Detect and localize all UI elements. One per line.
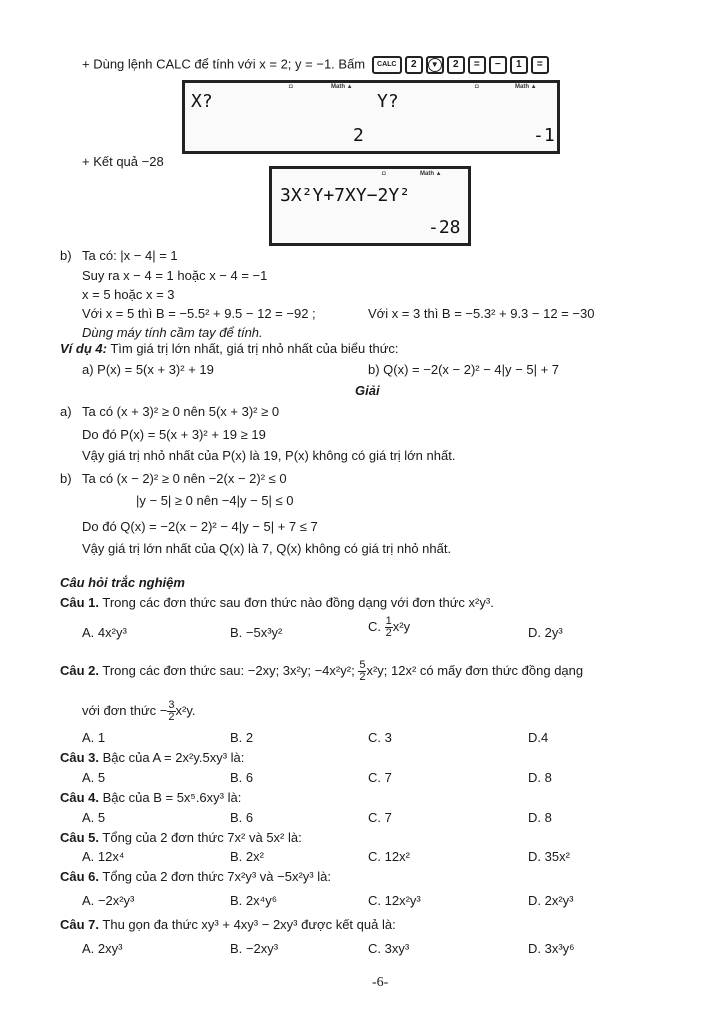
- solution-b-2: |y − 5| ≥ 0 nên −4|y − 5| ≤ 0: [136, 493, 294, 508]
- q5-option-a: A. 12x⁴: [82, 849, 125, 864]
- q2-option-c: C. 3: [368, 730, 392, 745]
- part-b-line-2: Suy ra x − 4 = 1 hoặc x − 4 = −1: [82, 268, 268, 283]
- q4-option-a: A. 5: [82, 810, 106, 825]
- calc-value: -28: [428, 217, 461, 238]
- q7-option-b: B. −2xy³: [230, 941, 279, 956]
- part-b-line-5: Dùng máy tính cầm tay để tính.: [82, 325, 263, 340]
- part-b-line-4a: Với x = 5 thì B = −5.5² + 9.5 − 12 = −92 ;: [82, 306, 316, 321]
- solution-a-label: a): [60, 404, 72, 419]
- question-2-line-2: với đơn thức − $\frac{3}{2}$ x²y.: [82, 699, 196, 723]
- calc-key-2b: 2: [447, 56, 465, 74]
- solution-a-1: Ta có (x + 3)² ≥ 0 nên 5(x + 3)² ≥ 0: [82, 404, 280, 419]
- q7-option-c: C. 3xy³: [368, 941, 410, 956]
- solution-a-3: Vậy giá trị nhỏ nhất của P(x) là 19, P(x) không có giá trị lớn nhất.: [82, 448, 456, 463]
- q6-option-b: B. 2x⁴y⁶: [230, 893, 278, 908]
- calc-key-calc: CALC: [372, 56, 402, 74]
- fraction: $\frac{1}{2}$: [385, 615, 392, 639]
- calculator-screen-1: [182, 80, 560, 154]
- solution-b-1: Ta có (x − 2)² ≥ 0 nên −2(x − 2)² ≤ 0: [82, 471, 287, 486]
- indicator-icon-3: ◘: [382, 171, 386, 177]
- calc-key-minus: −: [489, 56, 507, 74]
- result-line: + Kết quả −28: [82, 154, 164, 169]
- solution-b-4: Vậy giá trị lớn nhất của Q(x) là 7, Q(x) không có giá trị nhỏ nhất.: [82, 541, 452, 556]
- fraction: $\frac{5}{2}$: [359, 659, 366, 683]
- question-6: Câu 6. Tổng của 2 đơn thức 7x²y³ và −5x²y³ là:: [60, 869, 331, 884]
- part-b-line-4b: Với x = 3 thì B = −5.3² + 9.3 − 12 = −30: [368, 306, 595, 321]
- q3-option-d: D. 8: [528, 770, 552, 785]
- question-2-line-1: Câu 2. Trong các đơn thức sau: −2xy; 3x²y; −4x²y²; $\frac{5}{2}$ x²y; 12x² có mấy đơn thức đồng dạng: [60, 659, 584, 683]
- indicator-icon-2: ◘: [475, 84, 479, 90]
- example-4-a: a) P(x) = 5(x + 3)² + 19: [82, 362, 214, 377]
- calc-instruction-text: + Dùng lệnh CALC để tính với x = 2; y = −1. Bấm: [82, 56, 366, 72]
- q4-option-d: D. 8: [528, 810, 552, 825]
- math-indicator: Math ▲: [331, 84, 353, 90]
- q1-option-d: D. 2y³: [528, 625, 563, 640]
- question-1: Câu 1. Trong các đơn thức sau đơn thức nào đồng dạng với đơn thức x²y³.: [60, 595, 494, 610]
- q5-option-d: D. 35x²: [528, 849, 570, 864]
- q5-option-b: B. 2x²: [230, 849, 264, 864]
- q2-option-a: A. 1: [82, 730, 106, 745]
- q6-option-a: A. −2x²y³: [82, 893, 135, 908]
- calc-key-equals: =: [468, 56, 486, 74]
- fraction: $\frac{3}{2}$: [168, 699, 175, 723]
- calc-key-2: 2: [405, 56, 423, 74]
- y-value: -1: [533, 125, 555, 146]
- question-5: Câu 5. Tổng của 2 đơn thức 7x² và 5x² là:: [60, 830, 302, 845]
- q6-option-d: D. 2x²y³: [528, 893, 574, 908]
- part-b-line-3: x = 5 hoặc x = 3: [82, 287, 175, 302]
- q4-option-b: B. 6: [230, 810, 254, 825]
- question-7: Câu 7. Thu gọn đa thức xy³ + 4xy³ − 2xy³ được kết quả là:: [60, 917, 396, 932]
- q7-option-d: D. 3x³y⁶: [528, 941, 575, 956]
- q1-option-c: C. $\frac{1}{2}$ x²y: [368, 615, 411, 639]
- indicator-icon: ◘: [289, 84, 293, 90]
- q3-option-b: B. 6: [230, 770, 254, 785]
- x-prompt: X?: [191, 91, 213, 112]
- calc-instruction: [82, 56, 549, 74]
- calculator-screen-2: [269, 166, 471, 246]
- part-b-line-1: Ta có: |x − 4| = 1: [82, 248, 178, 263]
- y-prompt: Y?: [377, 91, 399, 112]
- question-3: Câu 3. Bậc của A = 2x²y.5xy³ là:: [60, 750, 245, 765]
- math-indicator-3: Math ▲: [420, 171, 442, 177]
- q2-option-b: B. 2: [230, 730, 254, 745]
- q4-option-c: C. 7: [368, 810, 392, 825]
- solution-title: Giải: [355, 383, 380, 398]
- solution-b-label: b): [60, 471, 72, 486]
- q1-option-a: A. 4x²y³: [82, 625, 127, 640]
- example-4-b: b) Q(x) = −2(x − 2)² − 4|y − 5| + 7: [368, 362, 560, 377]
- solution-b-3: Do đó Q(x) = −2(x − 2)² − 4|y − 5| + 7 ≤ 7: [82, 519, 318, 534]
- quiz-title: Câu hỏi trắc nghiệm: [60, 575, 185, 590]
- calc-key-down-icon: ▼: [426, 56, 444, 74]
- calc-key-equals-2: =: [531, 56, 549, 74]
- example-4-title: Ví dụ 4:: [60, 341, 107, 356]
- x-value: 2: [353, 125, 364, 146]
- part-b-label: b): [60, 248, 72, 263]
- example-4-heading: [60, 341, 399, 356]
- q3-option-c: C. 7: [368, 770, 392, 785]
- page-number: -6-: [372, 975, 389, 990]
- q3-option-a: A. 5: [82, 770, 106, 785]
- example-4-text: Tìm giá trị lớn nhất, giá trị nhỏ nhất của biểu thức:: [106, 341, 399, 356]
- q1-option-b: B. −5x³y²: [230, 625, 283, 640]
- q2-option-d: D.4: [528, 730, 549, 745]
- calc-key-1: 1: [510, 56, 528, 74]
- question-4: Câu 4. Bậc của B = 5x⁵.6xy³ là:: [60, 790, 242, 805]
- q7-option-a: A. 2xy³: [82, 941, 123, 956]
- q6-option-c: C. 12x²y³: [368, 893, 421, 908]
- math-indicator-2: Math ▲: [515, 84, 537, 90]
- solution-a-2: Do đó P(x) = 5(x + 3)² + 19 ≥ 19: [82, 427, 266, 442]
- q5-option-c: C. 12x²: [368, 849, 410, 864]
- calc-expression: 3X²Y+7XY−2Y²: [280, 185, 411, 206]
